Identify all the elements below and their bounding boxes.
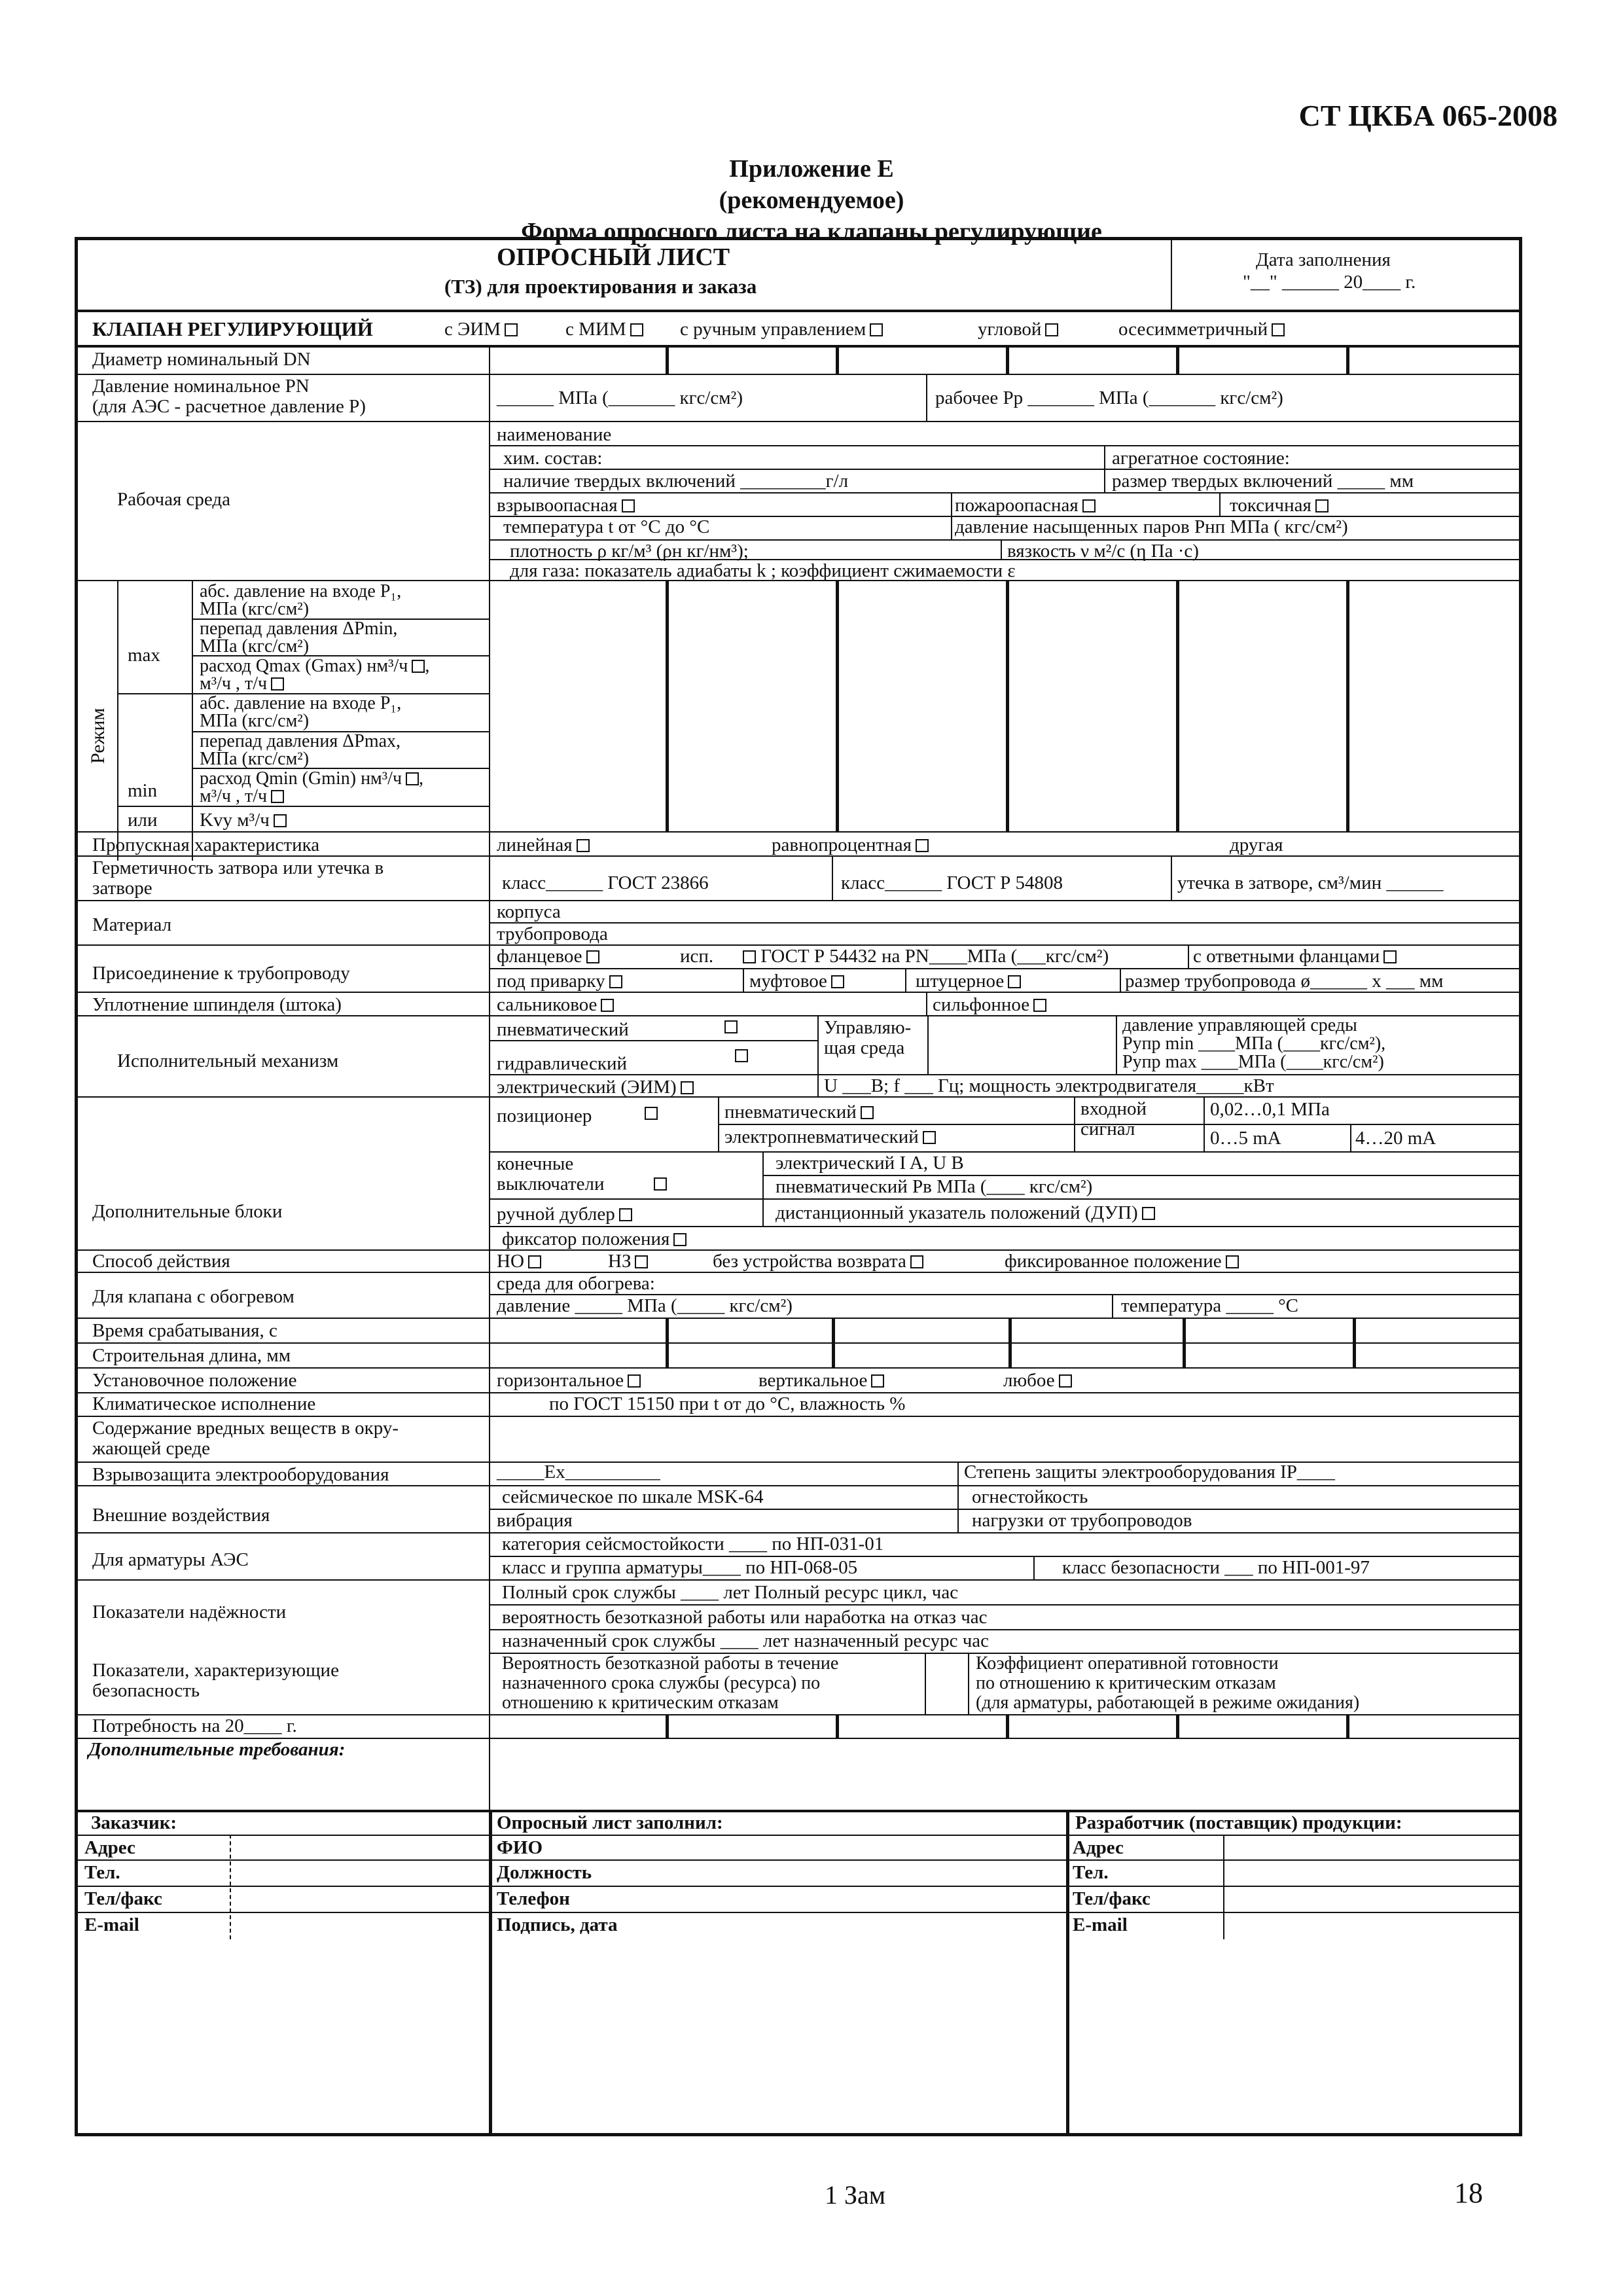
- extra-requirements[interactable]: Дополнительные требования:: [88, 1739, 346, 1760]
- dp-max: перепад давления ΔPmin, МПа (кгс/см²): [200, 619, 398, 656]
- safety-probability[interactable]: Вероятность безотказной работы в течение назначенного срока службы (ресурса) по отношению к критическим отказам: [502, 1653, 839, 1713]
- customer-fax: Тел/факс: [84, 1888, 162, 1909]
- developer-address: Адрес: [1073, 1837, 1124, 1858]
- filledby-phone: Телефон: [497, 1888, 570, 1909]
- tightness-gost23866[interactable]: класс______ ГОСТ 23866: [502, 872, 709, 893]
- valve-label: КЛАПАН РЕГУЛИРУЮЩИЙ: [92, 317, 373, 340]
- checkbox-icon[interactable]: [831, 975, 844, 988]
- act-control-pressure[interactable]: давление управляющей среды Pупр min ____МПа (____кгс/см²), Pупр max ____МПа (____кгс/см²): [1122, 1015, 1386, 1072]
- reliability-label: Показатели надёжности: [92, 1602, 287, 1623]
- checkbox-icon[interactable]: [1082, 499, 1096, 512]
- change-note: 1 Зам: [825, 2180, 886, 2210]
- checkbox-icon[interactable]: [622, 499, 635, 512]
- checkbox-icon[interactable]: [274, 814, 287, 827]
- ext-seismic[interactable]: сейсмическое по шкале MSK-64: [502, 1486, 764, 1507]
- checkbox-icon[interactable]: [630, 323, 643, 336]
- p-in-max: абс. давление на входе P₁, МПа (кгс/см²): [200, 581, 402, 619]
- bl-ls-pneumatic[interactable]: пневматический Pв МПа (____ кгс/см²): [776, 1176, 1093, 1197]
- q-max: расход Qmax (Gmax) нм³/ч , м³/ч , т/ч: [200, 656, 430, 694]
- medium-explosive[interactable]: взрывоопасная: [497, 495, 635, 516]
- checkbox-icon[interactable]: [923, 1131, 936, 1144]
- medium-fire[interactable]: пожароопасная: [955, 495, 1096, 516]
- conn-pin[interactable]: штуцерное: [916, 971, 1021, 992]
- checkbox-icon[interactable]: [724, 1020, 738, 1033]
- form-title: Форма опросного листа на клапаны регулирующие: [521, 218, 1102, 245]
- bl-manual-override[interactable]: ручной дублер: [497, 1204, 632, 1225]
- filledby-signature: Подпись, дата: [497, 1914, 618, 1935]
- checkbox-icon[interactable]: [528, 1255, 541, 1268]
- action-no-return[interactable]: без устройства возврата: [713, 1251, 923, 1272]
- flowchar-linear[interactable]: линейная: [497, 834, 590, 855]
- checkbox-icon[interactable]: [1142, 1207, 1155, 1220]
- npp-class-group[interactable]: класс и группа арматуры____ по НП-068-05: [502, 1557, 858, 1578]
- checkbox-icon[interactable]: [1059, 1374, 1072, 1388]
- bl-position-indicator[interactable]: дистанционный указатель положений (ДУП): [776, 1202, 1155, 1223]
- safety-readiness[interactable]: Коэффициент оперативной готовности по отношению к критическим отказам (для арматуры, работающей в режиме ожидания): [976, 1653, 1360, 1713]
- mode-min: min: [128, 780, 158, 801]
- ex-label: Взрывозащита электрооборудования: [92, 1464, 389, 1485]
- install-any[interactable]: любое: [1003, 1370, 1072, 1391]
- medium-chem[interactable]: хим. состав:: [503, 448, 603, 469]
- opt-axial[interactable]: осесимметричный: [1118, 319, 1285, 340]
- heated-label: Для клапана с обогревом: [92, 1286, 294, 1307]
- q-min: расход Qmin (Gmin) нм³/ч , м³/ч , т/ч: [200, 768, 424, 806]
- questionnaire-sheet: [75, 237, 1522, 2136]
- checkbox-icon[interactable]: [586, 950, 599, 963]
- checkbox-icon[interactable]: [735, 1049, 748, 1062]
- filledby-position: Должность: [497, 1862, 592, 1883]
- bl-signal-2[interactable]: 0…5 mA: [1210, 1128, 1281, 1149]
- checkbox-icon[interactable]: [871, 1374, 884, 1388]
- ext-fire[interactable]: огнестойкость: [972, 1486, 1088, 1507]
- external-label: Внешние воздействия: [92, 1505, 270, 1526]
- checkbox-icon[interactable]: [505, 323, 518, 336]
- seal-gland[interactable]: сальниковое: [497, 994, 614, 1015]
- act-hydraulic[interactable]: гидравлический: [497, 1053, 628, 1074]
- action-fixed[interactable]: фиксированное положение: [1005, 1251, 1239, 1272]
- ext-pipe-loads[interactable]: нагрузки от трубопроводов: [972, 1510, 1192, 1531]
- climate-value[interactable]: по ГОСТ 15150 при t от до °С, влажность %: [549, 1393, 906, 1414]
- act-electric[interactable]: электрический (ЭИМ): [497, 1077, 694, 1098]
- checkbox-icon[interactable]: [1383, 950, 1397, 963]
- flowchar-other[interactable]: другая: [1230, 834, 1283, 855]
- bl-signal-1[interactable]: 0,02…0,1 МПа: [1210, 1099, 1330, 1120]
- checkbox-icon[interactable]: [1045, 323, 1058, 336]
- customer-phone: Тел.: [84, 1862, 120, 1883]
- checkbox-icon[interactable]: [577, 839, 590, 852]
- checkbox-icon[interactable]: [635, 1255, 648, 1268]
- action-nc[interactable]: НЗ: [608, 1251, 648, 1272]
- medium-temperature[interactable]: температура t от °С до °С: [503, 516, 710, 537]
- developer-fax: Тел/факс: [1073, 1888, 1150, 1909]
- heat-pressure[interactable]: давление _____ МПа (_____ кгс/см²): [497, 1295, 793, 1316]
- pn-value[interactable]: ______ МПа (_______ кгс/см²): [497, 387, 743, 408]
- rel-service-life[interactable]: Полный срок службы ____ лет Полный ресурс цикл, час: [502, 1582, 959, 1603]
- dn-label: Диаметр номинальный DN: [92, 349, 311, 370]
- page-number: 18: [1454, 2177, 1483, 2209]
- length-label: Строительная длина, мм: [92, 1345, 291, 1366]
- medium-vapor-pressure[interactable]: давление насыщенных паров Pнп МПа ( кгс/см²): [955, 516, 1348, 537]
- checkbox-icon[interactable]: [861, 1106, 874, 1119]
- conn-execution[interactable]: исп.: [680, 946, 714, 967]
- act-pneumatic[interactable]: пневматический: [497, 1019, 629, 1040]
- conn-weld[interactable]: под приварку: [497, 971, 622, 992]
- sheet-title: ОПРОСНЫЙ ЛИСТ: [497, 243, 730, 271]
- bl-electropneumatic[interactable]: электропневматический: [724, 1126, 936, 1147]
- blocks-label: Дополнительные блоки: [92, 1201, 283, 1222]
- checkbox-icon[interactable]: [1008, 975, 1021, 988]
- mode-label: Режим: [87, 708, 109, 764]
- material-pipe[interactable]: трубопровода: [497, 924, 608, 944]
- pn-working[interactable]: рабочее Pр _______ МПа (_______ кгс/см²): [935, 387, 1283, 408]
- opt-mim[interactable]: с МИМ: [565, 319, 643, 340]
- material-body[interactable]: корпуса: [497, 901, 561, 922]
- checkbox-icon[interactable]: [870, 323, 883, 336]
- date-field[interactable]: "__" ______ 20____ г.: [1243, 272, 1416, 293]
- mode-or: или: [128, 810, 158, 831]
- checkbox-icon[interactable]: [619, 1208, 632, 1221]
- conn-pipe-size[interactable]: размер трубопровода ø______ х ___ мм: [1125, 971, 1444, 992]
- checkbox-icon[interactable]: [916, 839, 929, 852]
- checkbox-icon[interactable]: [412, 660, 425, 673]
- heat-temperature[interactable]: температура _____ °С: [1121, 1295, 1299, 1316]
- medium-gas[interactable]: для газа: показатель адиабаты k ; коэффициент сжимаемости ε: [510, 560, 1016, 581]
- filledby-name: ФИО: [497, 1837, 543, 1858]
- tightness-label: Герметичность затвора или утечка в затворе: [92, 857, 384, 899]
- connection-label: Присоединение к трубопроводу: [92, 963, 350, 984]
- checkbox-icon[interactable]: [910, 1255, 923, 1268]
- developer-heading: Разработчик (поставщик) продукции:: [1075, 1812, 1402, 1833]
- tightness-gost54808[interactable]: класс______ ГОСТ Р 54808: [841, 872, 1063, 893]
- customer-email: E-mail: [84, 1914, 139, 1935]
- bl-limit-switches: конечные выключатели: [497, 1153, 605, 1194]
- dp-min: перепад давления ΔPmax, МПа (кгс/см²): [200, 731, 401, 769]
- medium-name[interactable]: наименование: [497, 424, 612, 445]
- appendix-heading: [0, 153, 1623, 247]
- medium-density[interactable]: плотность ρ кг/м³ (ρн кг/нм³);: [510, 541, 749, 562]
- bl-ls-electric[interactable]: электрический I A, U B: [776, 1153, 964, 1174]
- checkbox-icon[interactable]: [1272, 323, 1285, 336]
- checkbox-icon[interactable]: [673, 1233, 687, 1246]
- checkbox-icon[interactable]: [609, 975, 622, 988]
- npp-label: Для арматуры АЭС: [92, 1549, 249, 1570]
- harmful-label: Содержание вредных веществ в окру- жающей среде: [92, 1418, 399, 1459]
- checkbox-icon[interactable]: [406, 772, 419, 785]
- action-label: Способ действия: [92, 1251, 230, 1272]
- medium-toxic[interactable]: токсичная: [1230, 495, 1329, 516]
- rel-assigned-life[interactable]: назначенный срок службы ____ лет назначенный ресурс час: [502, 1630, 990, 1651]
- ip-value[interactable]: Степень защиты электрооборудования IP____: [964, 1462, 1335, 1482]
- date-label: Дата заполнения: [1256, 249, 1391, 270]
- opt-angle[interactable]: угловой: [978, 319, 1058, 340]
- material-label: Материал: [92, 914, 172, 935]
- filledby-heading: Опросный лист заполнил:: [497, 1812, 723, 1833]
- standard-number: СТ ЦКБА 065-2008: [1298, 99, 1558, 132]
- seal-bellows[interactable]: сильфонное: [933, 994, 1046, 1015]
- checkbox-icon[interactable]: [1226, 1255, 1239, 1268]
- developer-phone: Тел.: [1073, 1862, 1109, 1883]
- act-electric-params[interactable]: U ___B; f ___ Гц; мощность электродвигателя_____кВт: [824, 1075, 1274, 1096]
- npp-safety-class[interactable]: класс безопасности ___ по НП-001-97: [1062, 1557, 1370, 1578]
- appendix-recommended: (рекомендуемое): [719, 187, 904, 214]
- checkbox-icon[interactable]: [271, 790, 284, 803]
- rel-probability[interactable]: вероятность безотказной работы или наработка на отказ час: [502, 1607, 988, 1628]
- customer-heading: Заказчик:: [91, 1812, 177, 1833]
- checkbox-icon[interactable]: [601, 999, 614, 1012]
- p-in-min: абс. давление на входе P₁, МПа (кгс/см²): [200, 693, 402, 731]
- medium-solids[interactable]: наличие твердых включений _________г/л: [503, 471, 849, 492]
- install-label: Установочное положение: [92, 1370, 297, 1391]
- opt-eim[interactable]: с ЭИМ: [444, 319, 518, 340]
- checkbox-icon[interactable]: [645, 1107, 658, 1120]
- seal-label: Уплотнение шпинделя (штока): [92, 994, 342, 1015]
- medium-label: Рабочая среда: [117, 489, 231, 510]
- need-label: Потребность на 20____ г.: [92, 1715, 297, 1736]
- pn-label: Давление номинальное PN (для АЭС - расчетное давление P): [92, 376, 366, 417]
- checkbox-icon[interactable]: [1033, 999, 1046, 1012]
- checkbox-icon[interactable]: [654, 1177, 667, 1191]
- conn-flange[interactable]: фланцевое: [497, 946, 599, 967]
- checkbox-icon[interactable]: [1315, 499, 1329, 512]
- medium-viscosity[interactable]: вязкость ν м²/с (η Па ·с): [1007, 541, 1199, 562]
- install-horizontal[interactable]: горизонтальное: [497, 1370, 641, 1391]
- medium-solids-size[interactable]: размер твердых включений _____ мм: [1112, 471, 1414, 492]
- actuator-label: Исполнительный механизм: [117, 1050, 339, 1071]
- act-control-medium: Управляю- щая среда: [824, 1017, 912, 1058]
- ex-value[interactable]: _____Ex__________: [497, 1462, 660, 1482]
- developer-email: E-mail: [1073, 1914, 1128, 1935]
- mode-max: max: [128, 645, 160, 666]
- checkbox-icon[interactable]: [681, 1081, 694, 1094]
- appendix-label: Приложение Е: [729, 155, 894, 183]
- flowchar-equal[interactable]: равнопроцентная: [772, 834, 929, 855]
- bl-positioner[interactable]: позиционер: [497, 1105, 592, 1126]
- action-no[interactable]: НО: [497, 1251, 541, 1272]
- flowchar-label: Пропускная характеристика: [92, 834, 320, 855]
- bl-pneumatic[interactable]: пневматический: [724, 1102, 874, 1122]
- kv-label: Kvy м³/ч: [200, 810, 287, 831]
- safety-label: Показатели, характеризующие безопасность: [92, 1660, 339, 1701]
- climate-label: Климатическое исполнение: [92, 1393, 316, 1414]
- checkbox-icon[interactable]: [628, 1374, 641, 1388]
- checkbox-icon[interactable]: [271, 677, 284, 691]
- bl-position-lock[interactable]: фиксатор положения: [502, 1229, 687, 1249]
- conn-coupling[interactable]: муфтовое: [749, 971, 844, 992]
- leakage[interactable]: утечка в затворе, см³/мин ______: [1177, 872, 1444, 893]
- heat-medium[interactable]: среда для обогрева:: [497, 1273, 655, 1294]
- sheet-subtitle: (ТЗ) для проектирования и заказа: [444, 275, 757, 298]
- npp-seismic-category[interactable]: категория сейсмостойкости ____ по НП-031-01: [502, 1534, 884, 1554]
- bl-signal-3[interactable]: 4…20 mA: [1355, 1128, 1436, 1149]
- ext-vibration[interactable]: вибрация: [497, 1510, 573, 1531]
- customer-address: Адрес: [84, 1837, 135, 1858]
- time-label: Время срабатывания, с: [92, 1320, 277, 1341]
- install-vertical[interactable]: вертикальное: [758, 1370, 884, 1391]
- medium-aggregate[interactable]: агрегатное состояние:: [1112, 448, 1290, 469]
- opt-manual[interactable]: с ручным управлением: [680, 319, 883, 340]
- conn-counter-flanges[interactable]: с ответными фланцами: [1193, 946, 1397, 967]
- checkbox-icon[interactable]: [743, 950, 756, 963]
- conn-gost[interactable]: ГОСТ Р 54432 на PN____МПа (___кгс/см²): [739, 946, 1109, 967]
- bl-input-signal: входной сигнал: [1080, 1098, 1147, 1139]
